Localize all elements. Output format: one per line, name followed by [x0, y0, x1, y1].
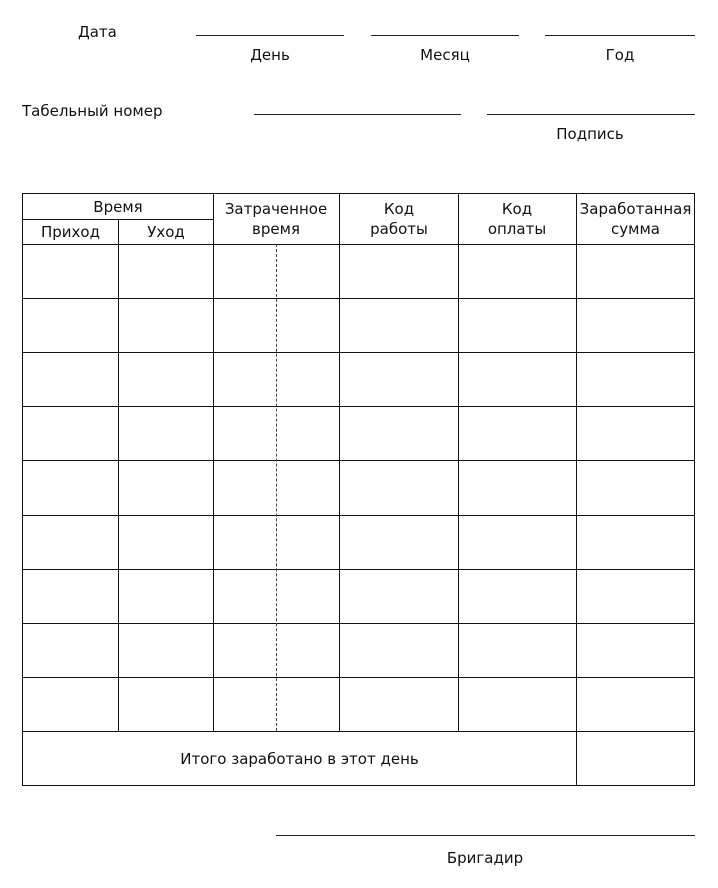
header-bottom-line: [23, 244, 694, 245]
arrival-header: Приход: [41, 222, 100, 241]
month-label: Месяц: [420, 46, 470, 64]
time-group-header: Время: [93, 197, 143, 216]
year-line: [545, 35, 695, 36]
tabel-number-label: Табельный номер: [22, 102, 163, 120]
tabel-number-line: [254, 114, 461, 115]
spent-time-header: Затраченное время: [224, 200, 328, 238]
total-earned-value-cell: [577, 732, 694, 785]
day-label: День: [250, 46, 290, 64]
year-label: Год: [605, 46, 635, 64]
spent-time-divider-dashed: [276, 244, 277, 731]
column-line-arrival-departure: [118, 219, 119, 731]
work-code-header: Код работы: [370, 200, 428, 238]
row-line: [23, 298, 694, 299]
column-line-earned-sum: [576, 194, 577, 785]
departure-header: Уход: [147, 222, 185, 241]
row-line: [23, 515, 694, 516]
timesheet-table: [22, 193, 695, 786]
earned-sum-header: Заработанная сумма: [579, 200, 692, 238]
date-label: Дата: [78, 23, 117, 41]
column-line-pay-code: [458, 194, 459, 731]
foreman-label: Бригадир: [446, 849, 524, 867]
column-line-spent-time: [213, 194, 214, 731]
row-line: [23, 460, 694, 461]
column-line-work-code: [339, 194, 340, 731]
day-line: [196, 35, 344, 36]
month-line: [371, 35, 519, 36]
row-line: [23, 352, 694, 353]
row-line: [23, 569, 694, 570]
foreman-signature-line: [276, 835, 695, 836]
signature-line: [487, 114, 695, 115]
row-line: [23, 677, 694, 678]
pay-code-header: Код оплаты: [487, 200, 547, 238]
signature-label: Подпись: [556, 125, 624, 143]
total-earned-label: Итого заработано в этот день: [180, 749, 419, 768]
row-line: [23, 406, 694, 407]
row-line: [23, 623, 694, 624]
